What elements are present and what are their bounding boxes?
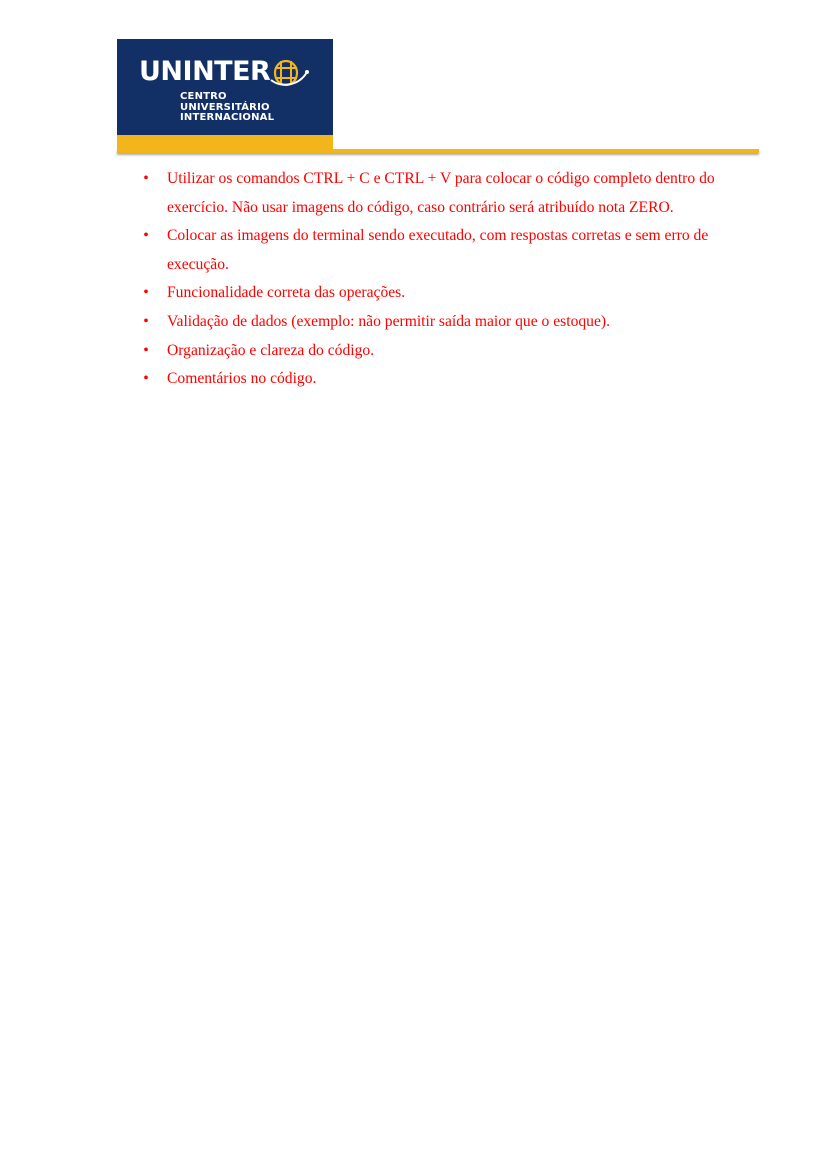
bullet-icon: • [143, 170, 149, 187]
list-item [139, 222, 759, 279]
header-divider [117, 149, 759, 153]
list-item [139, 365, 759, 394]
list-item-text: Utilizar os comandos CTRL + C e CTRL + V para colocar o código completo dentro do exercício. Não usar imagens do código, caso contrário será atribuído nota ZERO. [167, 170, 715, 216]
list-item [139, 165, 759, 222]
list-item [139, 337, 759, 366]
list-item-text: Organização e clareza do código. [167, 341, 375, 359]
list-item-text: Validação de dados (exemplo: não permitir saída maior que o estoque). [167, 312, 610, 330]
requirements-list [139, 165, 759, 394]
list-item-text: Colocar as imagens do terminal sendo executado, com respostas corretas e sem erro de execução. [167, 227, 709, 273]
logo-yellow-stripe [117, 135, 333, 149]
list-item-text: Funcionalidade correta das operações. [167, 284, 406, 302]
logo-subtitle-line: UNIVERSITÁRIO [180, 101, 270, 113]
logo-wordmark: UNINTER [139, 56, 271, 87]
logo-navy-panel [117, 39, 333, 135]
globe-icon [269, 57, 309, 91]
logo-subtitle-line: CENTRO [180, 91, 227, 102]
list-item-text: Comentários no código. [167, 370, 317, 388]
uninter-logo [117, 39, 333, 149]
list-item [139, 279, 759, 308]
logo-subtitle-line: INTERNACIONAL [180, 112, 275, 123]
bullet-icon: • [143, 284, 149, 302]
bullet-icon: • [143, 370, 149, 388]
bullet-icon: • [143, 312, 149, 330]
bullet-icon: • [143, 341, 149, 359]
list-item [139, 308, 759, 337]
bullet-icon: • [143, 227, 149, 245]
logo-subtitle [180, 92, 274, 124]
